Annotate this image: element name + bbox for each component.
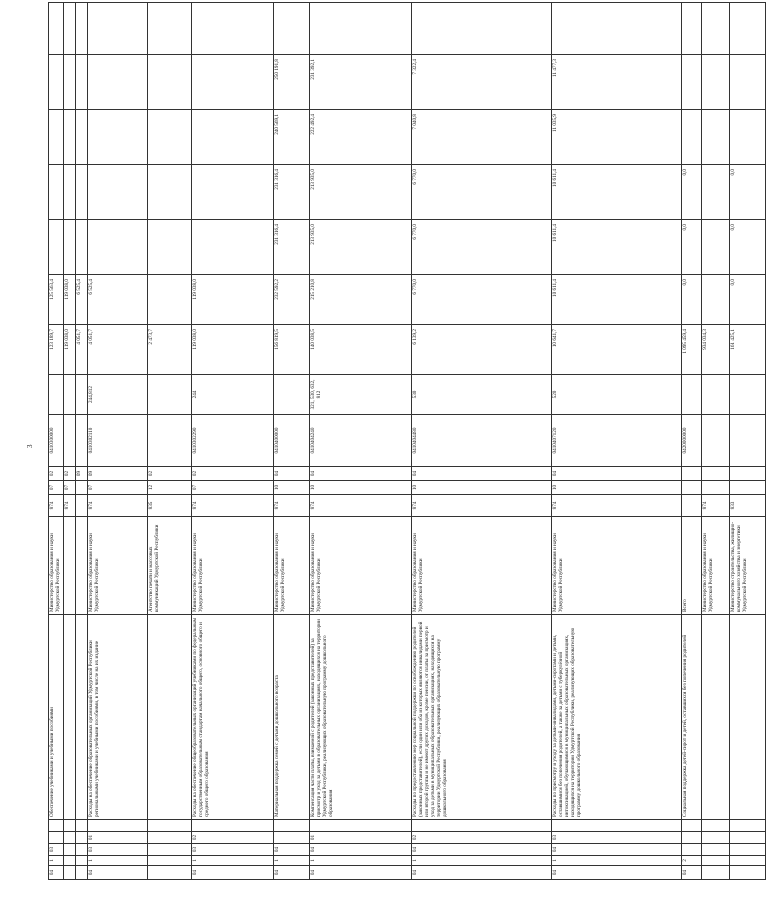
admin-cell: Министерство образования и науки Удмуртской Республики	[273, 517, 309, 615]
table-row	[701, 3, 729, 880]
value-cell-v2: 125 563,4	[49, 275, 64, 325]
value-cell-v4: 6 770,0	[411, 165, 551, 220]
value-cell-v1: 10 641,7	[551, 325, 681, 375]
vr-cell: 321, 530, 632, 812	[309, 375, 411, 415]
value-cell-v1: 934 034,3	[701, 325, 729, 375]
code-cell: 04	[411, 844, 551, 856]
value-cell-v6	[49, 55, 64, 110]
vr-cell: 530	[411, 375, 551, 415]
empty-cell	[273, 3, 309, 55]
value-cell-v1: 2 473,7	[147, 325, 191, 375]
value-cell-v5	[147, 110, 191, 165]
name-cell: Расходы по предоставлению мер социальной поддержки по освобождению родителей (законных представителей), если один или оба из которых являются инвалидами первой или второй группы и не имеют других доходов, кроме пенсии, от платы за присмотр и уход за детьми в муниципальных образовательных организациях, находящихся на территории Удмуртской Республики, реализующих образовательную программу дошкольного образования	[411, 615, 551, 820]
value-cell-v3: 231 316,4	[273, 220, 309, 275]
gr-cell: 874	[411, 495, 551, 517]
value-cell-v5	[729, 110, 765, 165]
code-cell: 2	[681, 856, 701, 866]
rz-cell	[701, 481, 729, 495]
value-cell-v2	[147, 275, 191, 325]
vr-cell: 244	[191, 375, 273, 415]
table-row	[63, 3, 75, 880]
code-cell	[49, 820, 64, 832]
value-cell-v2: 10 611,4	[551, 275, 681, 325]
value-cell-v2: 6 525,4	[75, 275, 87, 325]
name-cell: Обеспечение учебниками и учебными пособиями	[49, 615, 64, 820]
code-cell: 1	[551, 856, 681, 866]
code-cell	[729, 866, 765, 880]
code-cell	[49, 832, 64, 844]
code-cell	[729, 844, 765, 856]
value-cell-v2: 119 038,0	[191, 275, 273, 325]
admin-cell: Министерство образования и науки Удмуртской Республики	[87, 517, 147, 615]
code-cell	[147, 856, 191, 866]
csr-cell: 0410404240	[309, 415, 411, 467]
code-cell	[701, 856, 729, 866]
code-cell: 04	[551, 866, 681, 880]
name-cell	[147, 615, 191, 820]
code-cell: 04	[191, 866, 273, 880]
admin-cell: Агентство печати и массовых коммуникаций Удмуртской Республики	[147, 517, 191, 615]
value-cell-v3: 213 935,0	[309, 220, 411, 275]
value-cell-v4: 231 316,4	[273, 165, 309, 220]
value-cell-v3	[87, 220, 147, 275]
value-cell-v6: 7 322,4	[411, 55, 551, 110]
code-cell	[63, 856, 75, 866]
code-cell	[63, 832, 75, 844]
pr-cell: 02	[191, 467, 273, 481]
value-cell-v1: 4 051,7	[75, 325, 87, 375]
code-cell	[681, 820, 701, 832]
table-row	[309, 3, 411, 880]
code-cell	[75, 844, 87, 856]
table-row	[87, 3, 147, 880]
csr-cell	[75, 415, 87, 467]
vr-cell	[701, 375, 729, 415]
empty-cell	[729, 3, 765, 55]
name-cell: Материальная поддержка семей с детьми дошкольного возраста	[273, 615, 309, 820]
pr-cell: 09	[87, 467, 147, 481]
value-cell-v4: 0,0	[729, 165, 765, 220]
value-cell-v5	[63, 110, 75, 165]
value-cell-v5	[75, 110, 87, 165]
rz-cell: 07	[49, 481, 64, 495]
empty-cell	[63, 3, 75, 55]
pr-cell: 02	[49, 467, 64, 481]
code-cell: 1	[87, 856, 147, 866]
value-cell-v2: 0,0	[681, 275, 701, 325]
value-cell-v6	[729, 55, 765, 110]
gr-cell: 874	[551, 495, 681, 517]
value-cell-v1: 161 425,1	[729, 325, 765, 375]
admin-cell: Министерство образования и науки Удмуртской Республики	[309, 517, 411, 615]
code-cell	[309, 820, 411, 832]
value-cell-v5	[87, 110, 147, 165]
budget-table-rotated	[48, 18, 748, 880]
code-cell	[411, 820, 551, 832]
vr-cell	[75, 375, 87, 415]
empty-cell	[49, 3, 64, 55]
csr-cell: 0410407120	[551, 415, 681, 467]
gr-cell: 874	[191, 495, 273, 517]
admin-cell: Министерство образования и науки Удмуртской Республики	[551, 517, 681, 615]
admin-cell: Всего	[681, 517, 701, 615]
code-cell	[191, 820, 273, 832]
value-cell-v4	[63, 165, 75, 220]
rz-cell: 10	[551, 481, 681, 495]
gr-cell	[75, 495, 87, 517]
code-cell	[147, 832, 191, 844]
rz-cell: 12	[147, 481, 191, 495]
value-cell-v6	[87, 55, 147, 110]
csr-cell: 0410300000	[49, 415, 64, 467]
vr-cell: 520	[551, 375, 681, 415]
table-row	[729, 3, 765, 880]
code-cell: 02	[411, 832, 551, 844]
pr-cell: 04	[551, 467, 681, 481]
value-cell-v6	[701, 55, 729, 110]
vr-cell	[147, 375, 191, 415]
value-cell-v2: 232 592,2	[273, 275, 309, 325]
name-cell: Расходы на обеспечение общеобразовательных организаций учебниками по федеральным государственным образовательным стандартам начального общего, основного общего и среднего общего образования	[191, 615, 273, 820]
code-cell	[681, 844, 701, 856]
value-cell-v6: 231 392,1	[309, 55, 411, 110]
empty-cell	[701, 3, 729, 55]
value-cell-v2: 215 210,8	[309, 275, 411, 325]
pr-cell	[681, 467, 701, 481]
admin-cell: Министерство образования и науки Удмуртской Республики	[49, 517, 64, 615]
name-cell: Социальная поддержка детей-сирот и детей, оставшихся без попечения родителей	[681, 615, 701, 820]
value-cell-v5: 11 035,9	[551, 110, 681, 165]
pr-cell	[729, 467, 765, 481]
vr-cell: 244,812	[87, 375, 147, 415]
empty-cell	[681, 3, 701, 55]
name-cell	[701, 615, 729, 820]
value-cell-v1: 1 095 459,4	[681, 325, 701, 375]
value-cell-v3	[147, 220, 191, 275]
value-cell-v5: 240 569,1	[273, 110, 309, 165]
code-cell: 04	[273, 866, 309, 880]
csr-cell: 0410404480	[411, 415, 551, 467]
vr-cell	[49, 375, 64, 415]
value-cell-v1: 140 038,5	[309, 325, 411, 375]
code-cell: 1	[309, 856, 411, 866]
value-cell-v1: 4 051,7	[87, 325, 147, 375]
value-cell-v5	[681, 110, 701, 165]
code-cell: 03	[49, 844, 64, 856]
code-cell	[63, 844, 75, 856]
gr-cell: 874	[701, 495, 729, 517]
value-cell-v3	[191, 220, 273, 275]
vr-cell	[681, 375, 701, 415]
admin-cell	[63, 517, 75, 615]
value-cell-v4: 10 611,4	[551, 165, 681, 220]
value-cell-v5: 222 492,4	[309, 110, 411, 165]
code-cell: 03	[87, 844, 147, 856]
gr-cell: 833	[729, 495, 765, 517]
value-cell-v1: 156 819,5	[273, 325, 309, 375]
code-cell	[273, 832, 309, 844]
code-cell: 04	[87, 866, 147, 880]
value-cell-v1: 123 189,7	[49, 325, 64, 375]
pr-cell: 09	[75, 467, 87, 481]
empty-cell	[551, 3, 681, 55]
admin-cell: Министерство строительства, жилищно-коммунального хозяйства и энергетики Удмуртской Республики	[729, 517, 765, 615]
csr-cell: 0410400000	[273, 415, 309, 467]
value-cell-v2	[701, 275, 729, 325]
rz-cell: 07	[87, 481, 147, 495]
rz-cell: 10	[273, 481, 309, 495]
value-cell-v4	[147, 165, 191, 220]
value-cell-v6	[681, 55, 701, 110]
code-cell: 04	[551, 844, 681, 856]
name-cell	[729, 615, 765, 820]
code-cell: 04	[49, 866, 64, 880]
table-row	[681, 3, 701, 880]
pr-cell: 04	[411, 467, 551, 481]
csr-cell	[63, 415, 75, 467]
pr-cell	[701, 467, 729, 481]
code-cell: 03	[191, 844, 273, 856]
name-cell: Расходы на обеспечение образовательных организаций Удмуртской Республики региональными учебниками и учебными пособиями, в том числе на их издание	[87, 615, 147, 820]
admin-cell: Министерство образования и науки Удмуртской Республики	[191, 517, 273, 615]
value-cell-v1: 6 139,2	[411, 325, 551, 375]
value-cell-v2: 0,0	[729, 275, 765, 325]
code-cell: 03	[551, 832, 681, 844]
value-cell-v2: 6 770,0	[411, 275, 551, 325]
value-cell-v6: 250 191,8	[273, 55, 309, 110]
name-cell	[63, 615, 75, 820]
name-cell: Компенсация части платы, взимаемой с родителей (законных представителей) за присмотр и уход за детьми в образовательных организациях, находящихся на территории Удмуртской Республики, реализующих образовательную программу дошкольного образования	[309, 615, 411, 820]
rz-cell	[729, 481, 765, 495]
vr-cell	[273, 375, 309, 415]
csr-cell	[729, 415, 765, 467]
value-cell-v2: 119 038,0	[63, 275, 75, 325]
empty-cell	[75, 3, 87, 55]
rz-cell: 07	[63, 481, 75, 495]
vr-cell	[729, 375, 765, 415]
gr-cell: 874	[49, 495, 64, 517]
code-cell	[729, 832, 765, 844]
code-cell: 04	[681, 866, 701, 880]
empty-cell	[411, 3, 551, 55]
value-cell-v3	[75, 220, 87, 275]
pr-cell: 02	[63, 467, 75, 481]
value-cell-v6	[75, 55, 87, 110]
code-cell	[701, 866, 729, 880]
gr-cell: 874	[273, 495, 309, 517]
value-cell-v4	[75, 165, 87, 220]
name-cell	[75, 615, 87, 820]
value-cell-v2: 6 525,4	[87, 275, 147, 325]
value-cell-v6	[147, 55, 191, 110]
code-cell	[63, 866, 75, 880]
rz-cell: 07	[191, 481, 273, 495]
table-row	[273, 3, 309, 880]
code-cell	[147, 844, 191, 856]
code-cell	[729, 856, 765, 866]
code-cell	[75, 856, 87, 866]
code-cell: 04	[411, 866, 551, 880]
value-cell-v5	[191, 110, 273, 165]
budget-table	[48, 2, 766, 880]
value-cell-v4	[49, 165, 64, 220]
code-cell: 1	[411, 856, 551, 866]
rz-cell	[75, 481, 87, 495]
value-cell-v3	[63, 220, 75, 275]
value-cell-v4: 0,0	[681, 165, 701, 220]
code-cell	[147, 820, 191, 832]
empty-cell	[191, 3, 273, 55]
value-cell-v3	[701, 220, 729, 275]
value-cell-v3: 0,0	[729, 220, 765, 275]
rz-cell: 10	[309, 481, 411, 495]
gr-cell: 874	[309, 495, 411, 517]
code-cell	[729, 820, 765, 832]
gr-cell: 835	[147, 495, 191, 517]
value-cell-v1: 119 038,0	[63, 325, 75, 375]
csr-cell	[147, 415, 191, 467]
code-cell: 01	[309, 832, 411, 844]
code-cell	[701, 832, 729, 844]
code-cell	[75, 820, 87, 832]
value-cell-v5	[49, 110, 64, 165]
value-cell-v4: 213 935,0	[309, 165, 411, 220]
rz-cell: 10	[411, 481, 551, 495]
code-cell	[147, 866, 191, 880]
table-row	[147, 3, 191, 880]
value-cell-v3: 10 611,4	[551, 220, 681, 275]
pr-cell: 04	[309, 467, 411, 481]
admin-cell	[75, 517, 87, 615]
table-row	[191, 3, 273, 880]
code-cell	[75, 832, 87, 844]
value-cell-v4	[191, 165, 273, 220]
code-cell	[681, 832, 701, 844]
code-cell	[701, 844, 729, 856]
value-cell-v4	[701, 165, 729, 220]
rz-cell	[681, 481, 701, 495]
csr-cell: 0410302290	[191, 415, 273, 467]
pr-cell: 02	[147, 467, 191, 481]
empty-cell	[87, 3, 147, 55]
csr-cell	[701, 415, 729, 467]
code-cell: 04	[309, 866, 411, 880]
code-cell: 1	[273, 856, 309, 866]
admin-cell: Министерство образования и науки Удмуртской Республики	[701, 517, 729, 615]
code-cell	[87, 820, 147, 832]
gr-cell	[681, 495, 701, 517]
value-cell-v3: 6 770,0	[411, 220, 551, 275]
value-cell-v6	[191, 55, 273, 110]
value-cell-v5	[701, 110, 729, 165]
admin-cell: Министерство образования и науки Удмуртской Республики	[411, 517, 551, 615]
code-cell: 02	[191, 832, 273, 844]
code-cell	[63, 820, 75, 832]
page-number: 3	[26, 444, 34, 448]
code-cell: 01	[87, 832, 147, 844]
value-cell-v6	[63, 55, 75, 110]
value-cell-v4	[87, 165, 147, 220]
code-cell: 04	[309, 844, 411, 856]
code-cell: 1	[191, 856, 273, 866]
vr-cell	[63, 375, 75, 415]
csr-cell: 0410302110	[87, 415, 147, 467]
csr-cell: 0420000000	[681, 415, 701, 467]
value-cell-v3	[49, 220, 64, 275]
value-cell-v6: 11 477,3	[551, 55, 681, 110]
code-cell: 04	[273, 844, 309, 856]
code-cell	[273, 820, 309, 832]
table-row	[551, 3, 681, 880]
table-row	[49, 3, 64, 880]
code-cell	[75, 866, 87, 880]
table-row	[75, 3, 87, 880]
code-cell	[701, 820, 729, 832]
value-cell-v1: 119 038,0	[191, 325, 273, 375]
gr-cell: 874	[87, 495, 147, 517]
empty-cell	[309, 3, 411, 55]
name-cell: Расходы по присмотру и уходу за детьми-инвалидами, детьми-сиротами и детьми, оставшимися без попечения родителей, а также за детьми с туберкулёзной интоксикацией, обучающимися в муниципальных образовательных организациях, находящихся на территории Удмуртской Республики, реализующих образовательную программу дошкольного образования	[551, 615, 681, 820]
pr-cell: 04	[273, 467, 309, 481]
value-cell-v3: 0,0	[681, 220, 701, 275]
code-cell: 1	[49, 856, 64, 866]
gr-cell: 874	[63, 495, 75, 517]
table-row	[411, 3, 551, 880]
empty-cell	[147, 3, 191, 55]
code-cell	[551, 820, 681, 832]
value-cell-v5: 7 040,8	[411, 110, 551, 165]
